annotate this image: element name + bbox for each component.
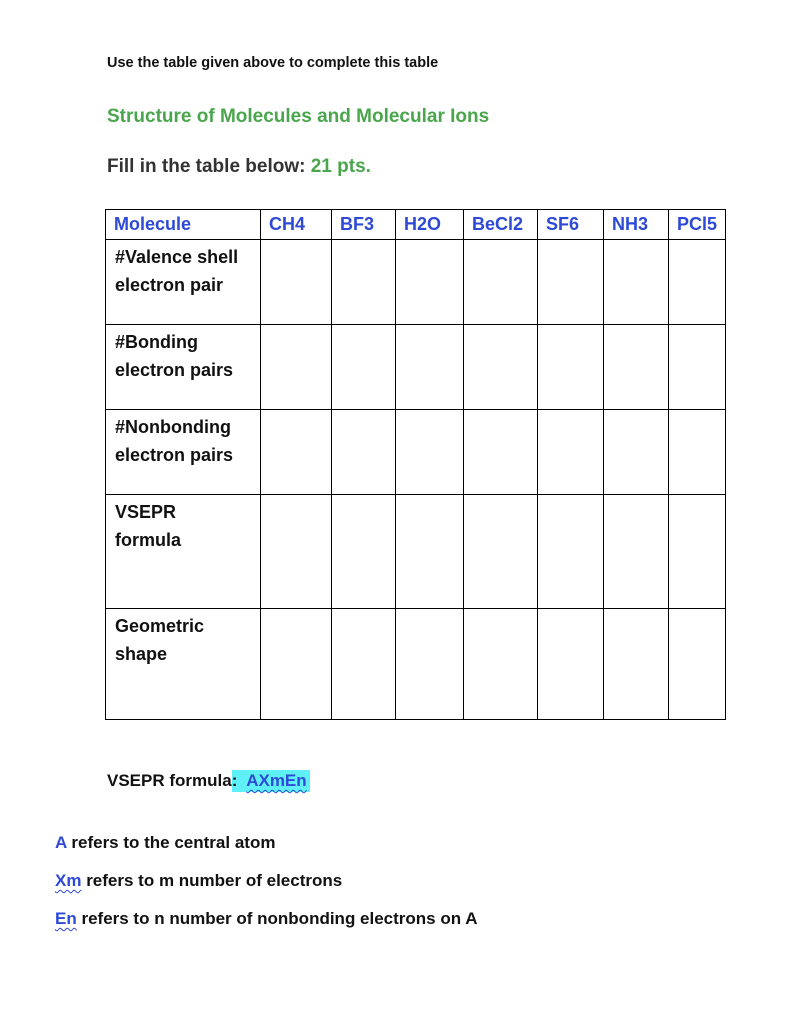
formula-code: AXmEn	[246, 771, 307, 790]
answer-cell[interactable]	[604, 240, 669, 325]
table-header-row	[106, 210, 726, 240]
definition-key: En	[55, 909, 77, 928]
table-row	[106, 609, 726, 720]
header-molecule: Molecule	[106, 210, 261, 240]
answer-cell[interactable]	[332, 325, 396, 410]
vsepr-formula-line	[107, 771, 310, 791]
header-becl2: BeCl2	[464, 210, 538, 240]
answer-cell[interactable]	[604, 325, 669, 410]
answer-cell[interactable]	[332, 410, 396, 495]
answer-cell[interactable]	[538, 410, 604, 495]
row-label-valence: #Valence shell electron pair	[106, 240, 261, 325]
definition-key: Xm	[55, 871, 82, 890]
answer-cell[interactable]	[669, 609, 726, 720]
answer-cell[interactable]	[261, 609, 332, 720]
answer-cell[interactable]	[396, 410, 464, 495]
answer-cell[interactable]	[332, 609, 396, 720]
answer-cell[interactable]	[669, 240, 726, 325]
instruction-text: Use the table given above to complete this table	[107, 55, 439, 71]
fill-prompt	[107, 156, 371, 178]
row-label-geometry: Geometric shape	[106, 609, 261, 720]
answer-cell[interactable]	[669, 410, 726, 495]
answer-cell[interactable]	[261, 240, 332, 325]
highlighted-formula: : AXmEn	[232, 770, 310, 792]
answer-cell[interactable]	[396, 609, 464, 720]
table-row	[106, 325, 726, 410]
answer-cell[interactable]	[604, 609, 669, 720]
answer-cell[interactable]	[332, 495, 396, 609]
points-label: 21 pts.	[310, 156, 371, 177]
header-sf6: SF6	[538, 210, 604, 240]
definition-a: A refers to the central atom	[55, 833, 276, 852]
row-label-vsepr: VSEPR formula	[106, 495, 261, 609]
header-nh3: NH3	[604, 210, 669, 240]
answer-cell[interactable]	[464, 410, 538, 495]
definition-en: En refers to n number of nonbonding electrons on A	[55, 909, 478, 928]
answer-cell[interactable]	[332, 240, 396, 325]
row-label-bonding: #Bonding electron pairs	[106, 325, 261, 410]
section-subtitle: Structure of Molecules and Molecular Ions	[107, 106, 490, 127]
definition-key: A	[55, 833, 67, 852]
answer-cell[interactable]	[261, 325, 332, 410]
answer-cell[interactable]	[464, 609, 538, 720]
answer-cell[interactable]	[538, 240, 604, 325]
answer-cell[interactable]	[604, 410, 669, 495]
definition-xm: Xm refers to m number of electrons	[55, 871, 343, 890]
table-row	[106, 495, 726, 609]
row-label-nonbonding: #Nonbonding electron pairs	[106, 410, 261, 495]
table-row	[106, 410, 726, 495]
answer-cell[interactable]	[538, 325, 604, 410]
answer-cell[interactable]	[669, 495, 726, 609]
header-pcl5: PCl5	[669, 210, 726, 240]
answer-cell[interactable]	[396, 495, 464, 609]
answer-cell[interactable]	[604, 495, 669, 609]
vsepr-formula-label: VSEPR formula	[107, 771, 232, 790]
answer-cell[interactable]	[538, 495, 604, 609]
answer-cell[interactable]	[261, 495, 332, 609]
answer-cell[interactable]	[396, 325, 464, 410]
answer-cell[interactable]	[464, 495, 538, 609]
molecule-table	[105, 209, 726, 720]
answer-cell[interactable]	[464, 240, 538, 325]
header-h2o: H2O	[396, 210, 464, 240]
answer-cell[interactable]	[669, 325, 726, 410]
header-ch4: CH4	[261, 210, 332, 240]
table-row	[106, 240, 726, 325]
answer-cell[interactable]	[261, 410, 332, 495]
header-bf3: BF3	[332, 210, 396, 240]
answer-cell[interactable]	[396, 240, 464, 325]
fill-prompt-text: Fill in the table below:	[107, 156, 311, 177]
answer-cell[interactable]	[464, 325, 538, 410]
answer-cell[interactable]	[538, 609, 604, 720]
